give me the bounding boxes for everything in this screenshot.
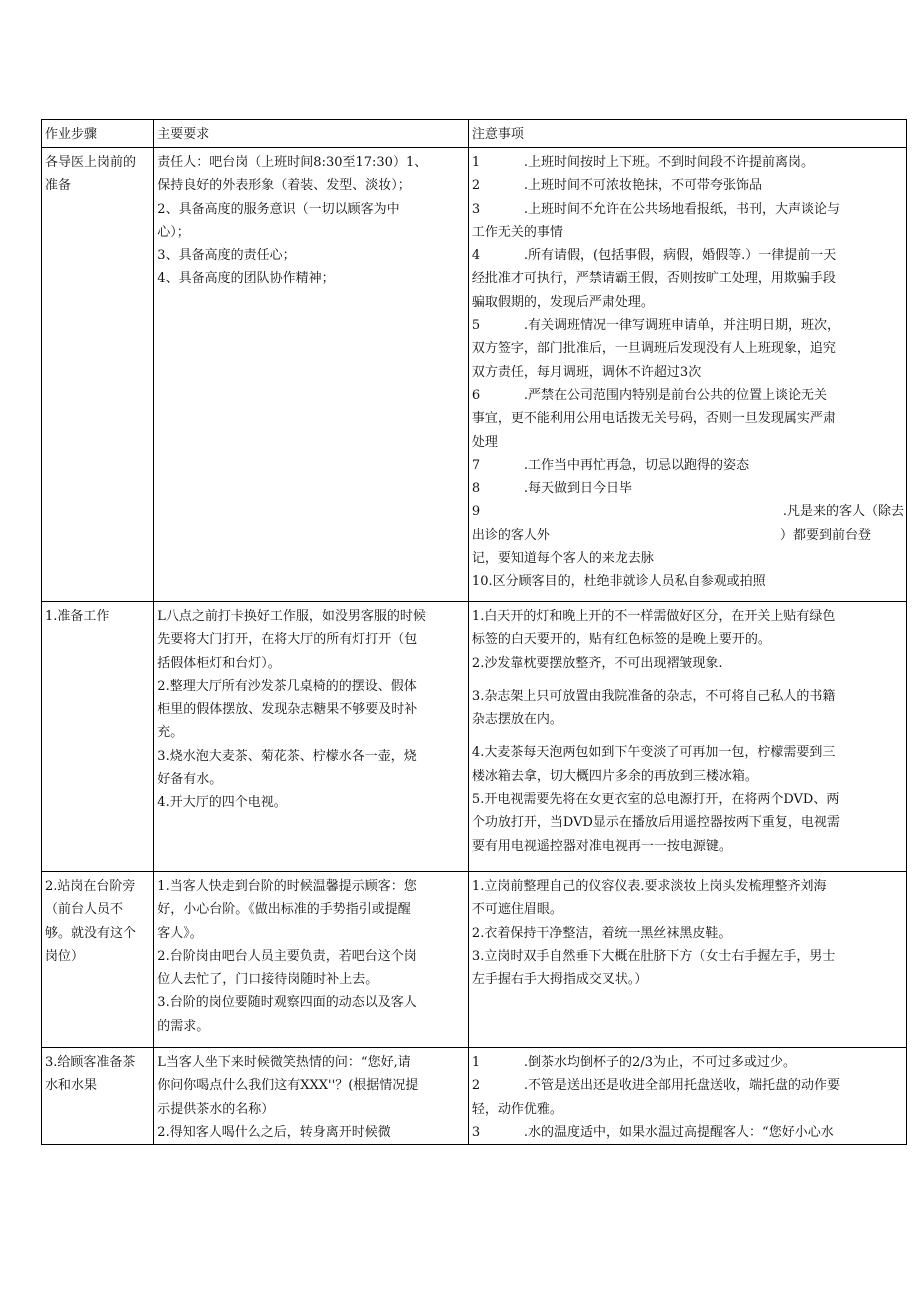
step-text: 准备 — [45, 178, 72, 194]
note-text: .凡是来的客人（除去 — [782, 504, 904, 520]
work-procedure-table — [41, 119, 907, 1145]
note-text: 5.开电视需要先将在女更衣室的总电源打开，在将两个DVD、两 — [471, 792, 840, 808]
note-item — [472, 454, 904, 477]
requirements-cell — [154, 1048, 469, 1145]
requirement-line: 2、具备高度的服务意识（一切以顾客为中 — [157, 201, 400, 217]
requirement-line: 3.台阶的岗位要随时观察四面的动态以及客人 — [157, 995, 417, 1011]
requirement-line: 心）； — [157, 224, 190, 240]
note-item — [472, 477, 904, 500]
note-number: 1 — [471, 1055, 481, 1070]
note-item — [472, 198, 904, 221]
requirement-line: 示提供茶水的名称） — [157, 1101, 275, 1117]
requirement-line: 好，小心台阶。《做出标准的手势指引或提醒 — [157, 902, 411, 918]
note-number: 3 — [471, 201, 481, 217]
step-text: 岗位） — [45, 948, 85, 964]
note-text: .有关调班情况一律写调班申请单，并注明日期，班次， — [523, 318, 841, 334]
note-text: 3.立岗时双手自然垂下大概在肚脐下方（女士右手握左手，男士 — [471, 948, 836, 964]
note-text: .倒茶水均倒杯子的2/3为止，不可过多或过少。 — [523, 1055, 796, 1070]
note-text: 标签的白天要开的，贴有红色标签的是晚上要开的。 — [471, 632, 771, 648]
note-item — [472, 174, 904, 197]
requirement-line: 3、具备高度的责任心； — [157, 248, 296, 264]
note-text: 1.白天开的灯和晚上开的不一样需做好区分，在开关上贴有绿色 — [471, 609, 836, 624]
step-cell — [42, 602, 154, 872]
table-header-row — [42, 120, 907, 148]
requirement-line: 保持良好的外表形象（着装、发型、淡妆）； — [157, 178, 411, 194]
note-text: ）都要到前台登 — [779, 527, 871, 543]
requirement-line: L八点之前打卡换好工作服，如没男客服的时候 — [157, 609, 426, 624]
note-text: 杂志摆放在内。 — [471, 712, 563, 728]
note-text: .水的温度适中，如果水温过高提醒客人：“您好小心水 — [523, 1124, 834, 1140]
requirement-line: 的需求。 — [157, 1018, 210, 1034]
requirement-line: 先要将大门打开，在将大厅的所有灯打开（包 — [157, 632, 418, 648]
note-number: 4 — [471, 248, 481, 264]
note-number: 8 — [471, 481, 481, 497]
note-text: .上班时间不可浓妆艳抹，不可带夸张饰品 — [523, 178, 763, 194]
note-text: 处理 — [471, 434, 498, 450]
note-text: 事宜，更不能利用公用电话拨无关号码，否则一旦发现属实严肃 — [471, 411, 836, 427]
step-text: （前台人员不 — [45, 902, 124, 918]
note-text: .上班时间不允许在公共场地看报纸，书刊，大声谈论与 — [523, 201, 841, 217]
table-row — [42, 1048, 907, 1145]
requirements-cell — [154, 872, 469, 1048]
notes-cell — [468, 602, 906, 872]
requirement-line: 2.得知客人喝什么之后，转身离开时候微 — [157, 1124, 391, 1140]
note-number: 3 — [471, 1124, 481, 1140]
note-item — [472, 1074, 904, 1097]
note-text: 双方签字，部门批准后，一旦调班后发现没有人上班现象，追究 — [471, 341, 836, 357]
requirement-line: 2.台阶岗由吧台人员主要负责，若吧台这个岗 — [157, 948, 417, 964]
note-number: 1 — [471, 155, 481, 170]
note-number: 6 — [471, 387, 481, 403]
step-text: 1.准备工作 — [45, 609, 110, 624]
note-number: 9 — [471, 504, 481, 520]
note-text: 记，要知道每个客人的来龙去脉 — [471, 551, 654, 567]
step-text: 3.给顾客准备茶 — [45, 1055, 136, 1070]
requirement-line: 责任人：吧台岗（上班时间8:30至17:30）1、 — [157, 155, 428, 170]
step-text: 水和水果 — [45, 1078, 98, 1094]
requirement-line: 柜里的假体摆放、发现杂志糖果不够要及时补 — [157, 702, 418, 718]
note-item — [472, 244, 904, 267]
step-cell — [42, 872, 154, 1048]
requirement-line: 好备有水。 — [157, 772, 223, 788]
table-row — [42, 602, 907, 872]
step-cell — [42, 1048, 154, 1145]
note-text: 骗取假期的，发现后严肃处理。 — [471, 294, 654, 310]
note-number: 2 — [471, 178, 481, 194]
requirement-line: 3.烧水泡大麦茶、菊花茶、柠檬水各一壶，烧 — [157, 748, 417, 764]
requirement-line: 2.整理大厅所有沙发茶几桌椅的的摆设、假体 — [157, 678, 417, 694]
note-text: 双方责任，每月调班，调休不许超过3次 — [471, 364, 702, 380]
note-text: 不可遮住眉眼。 — [471, 902, 563, 918]
note-number: 7 — [471, 457, 481, 473]
requirement-line: 括假体柜灯和台灯）。 — [157, 655, 281, 671]
note-item — [472, 151, 904, 174]
note-text: 1.立岗前整理自己的仪容仪表.要求淡妆上岗头发梳理整齐刘海 — [471, 879, 827, 894]
note-text: 3.杂志架上只可放置由我院准备的杂志，不可将自己私人的书籍 — [471, 688, 836, 704]
requirement-line: L当客人坐下来时候微笑热情的问：“您好,请 — [157, 1055, 411, 1070]
table-row — [42, 148, 907, 602]
requirement-line: 你问你喝点什么我们这有XXX''？(根据情况提 — [157, 1078, 419, 1094]
step-text: 各导医上岗前的 — [45, 155, 137, 170]
note-text: .严禁在公司范围内特别是前台公共的位置上谈论无关 — [523, 387, 828, 403]
requirement-line: 1.当客人快走到台阶的时候温馨提示顾客：您 — [157, 879, 417, 894]
note-text: 工作无关的事情 — [471, 224, 563, 240]
note-item — [472, 314, 904, 337]
header-requirements: 主要要求 — [154, 120, 469, 148]
note-text: 经批准才可执行，严禁请霸王假，否则按旷工处理，用欺骗手段 — [471, 271, 836, 287]
requirements-cell — [154, 148, 469, 602]
header-step: 作业步骤 — [42, 120, 154, 148]
note-text: 出诊的客人外 — [471, 527, 550, 543]
note-text: .不管是送出还是收进全部用托盘送收，端托盘的动作要 — [523, 1078, 841, 1094]
note-text: 2.衣着保持干净整洁，着统一黑丝袜黑皮鞋。 — [471, 925, 732, 941]
note-text: .所有请假，(包括事假，病假，婚假等.）一律提前一天 — [523, 248, 837, 264]
requirement-line: 4.开大厅的四个电视。 — [157, 795, 287, 811]
table-row — [42, 872, 907, 1048]
note-item — [472, 524, 904, 547]
note-item — [472, 1051, 904, 1074]
note-text: 轻，动作优雅。 — [471, 1101, 563, 1117]
requirement-line: 充。 — [157, 725, 184, 741]
notes-cell — [468, 1048, 906, 1145]
note-text: 10.区分顾客目的，杜绝非就诊人员私自参观或拍照 — [471, 574, 766, 590]
note-text: 左手握右手大拇指成交叉状。） — [471, 972, 648, 988]
requirement-line: 位人去忙了，门口接待岗随时补上去。 — [157, 972, 379, 988]
header-notes: 注意事项 — [468, 120, 906, 148]
note-text: 个功放打开，当DVD显示在播放后用遥控器按两下重复，电视需 — [471, 815, 840, 831]
step-text: 2.站岗在台阶旁 — [45, 879, 136, 894]
note-number: 2 — [471, 1078, 481, 1094]
note-text: .每天做到日今日毕 — [523, 481, 633, 497]
requirements-cell — [154, 602, 469, 872]
note-number: 5 — [471, 318, 481, 334]
notes-cell — [468, 148, 906, 602]
note-text: .上班时间按时上下班。不到时间段不许提前离岗。 — [523, 155, 815, 170]
note-item — [472, 500, 904, 523]
note-text: 4.大麦茶每天泡两包如到下午变淡了可再加一包，柠檬需要到三 — [471, 745, 836, 761]
note-text: 要有用电视遥控器对准电视再一一按电源键。 — [471, 838, 732, 854]
step-text: 够。就没有这个 — [45, 925, 137, 941]
note-text: 2.沙发靠枕要摆放整齐，不可出现褶皱现象. — [471, 655, 723, 671]
requirement-line: 客人》。 — [157, 925, 203, 941]
note-text: 楼冰箱去拿，切大概四片多余的再放到三楼冰箱。 — [471, 768, 758, 784]
note-item — [472, 384, 904, 407]
requirement-line: 4、具备高度的团队协作精神； — [157, 271, 335, 287]
step-cell — [42, 148, 154, 602]
note-item — [472, 1121, 904, 1144]
notes-cell — [468, 872, 906, 1048]
note-text: .工作当中再忙再急，切忌以跑得的姿态 — [523, 457, 750, 473]
